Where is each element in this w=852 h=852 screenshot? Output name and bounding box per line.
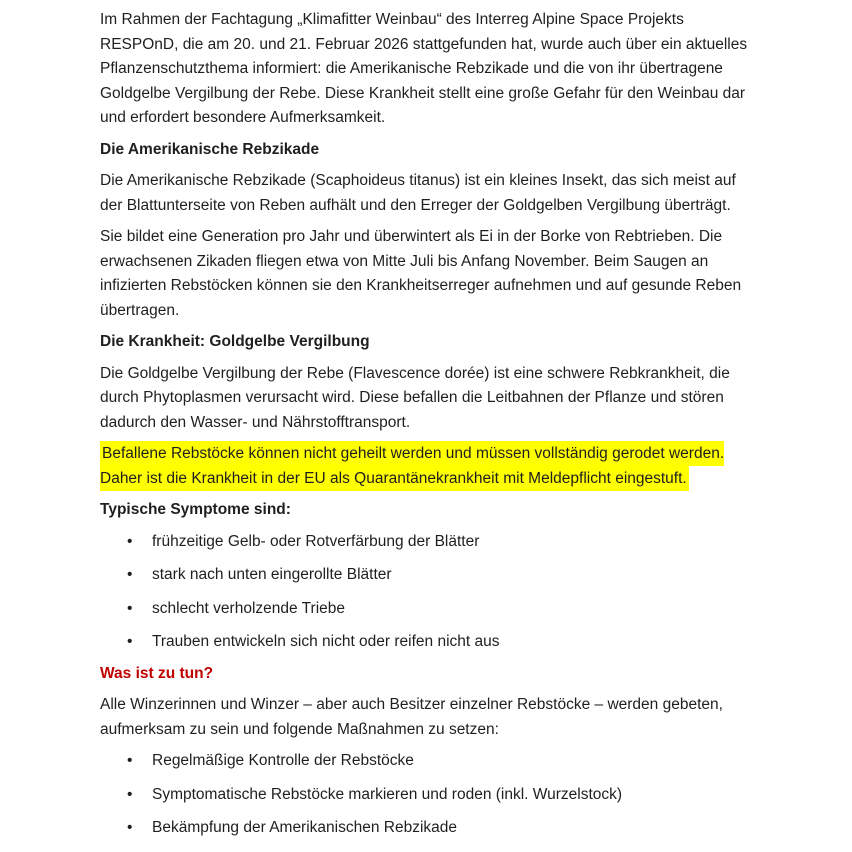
highlighted-warning-paragraph (100, 442, 750, 491)
actions-heading: Was ist zu tun? (100, 664, 214, 682)
symptoms-heading: Typische Symptome sind: (100, 501, 291, 518)
section-heading-rebzikade: Die Amerikanische Rebzikade (100, 140, 320, 158)
list-item: • Trauben entwickeln sich nicht oder reifen nicht aus (100, 630, 750, 655)
rebzikade-paragraph-1: Die Amerikanische Rebzikade (Scaphoideus titanus) ist ein kleines Insekt, das sich meist auf der Blattunterseite von Reben aufhält und den Erreger der Goldgelben Vergilbung überträgt. (100, 172, 736, 214)
list-item: • frühzeitige Gelb- oder Rotverfärbung der Blätter (100, 530, 750, 555)
actions-list (100, 749, 750, 841)
list-item: • stark nach unten eingerollte Blätter (100, 563, 750, 588)
list-item: • schlecht verholzende Triebe (100, 597, 750, 622)
krankheit-paragraph-1: Die Goldgelbe Vergilbung der Rebe (Flavescence dorée) ist eine schwere Rebkrankheit, die durch Phytoplasmen verursacht wird. Diese befallen die Leitbahnen der Pflanze und stören dadurch den Wasser- und Nährstofftransport. (100, 364, 730, 431)
section-heading-krankheit: Die Krankheit: Goldgelbe Vergilbung (100, 333, 370, 350)
list-item: • Bekämpfung der Amerikanischen Rebzikade (100, 816, 750, 841)
list-item: • Regelmäßige Kontrolle der Rebstöcke (100, 749, 750, 774)
list-item: • Symptomatische Rebstöcke markieren und roden (inkl. Wurzelstock) (100, 783, 750, 808)
symptoms-list (100, 530, 750, 655)
yellow-highlight-text: Befallene Rebstöcke können nicht geheilt werden und müssen vollständig gerodet werden. Daher ist die Krankheit in der EU als Quarantänekrankheit mit Meldepflicht eingestuft. (100, 441, 724, 491)
rebzikade-paragraph-2: Sie bildet eine Generation pro Jahr und überwintert als Ei in der Borke von Rebtrieben. Die erwachsenen Zikaden fliegen etwa von Mitte Juli bis Anfang November. Beim Saugen an infizierten Rebstöcken können sie den Krankheitserreger aufnehmen und auf gesunde Reben übertragen. (100, 228, 742, 319)
actions-intro-paragraph: Alle Winzerinnen und Winzer – aber auch Besitzer einzelner Rebstöcke – werden gebeten, aufmerksam zu sein und folgende Maßnahmen zu setzen: (100, 696, 723, 738)
intro-paragraph: Im Rahmen der Fachtagung „Klimafitter Weinbau“ des Interreg Alpine Space Projekts RESPOnD, die am 20. und 21. Februar 2026 stattgefunden hat, wurde auch über ein aktuelles Pflanzenschutzthema informiert: die Amerikanische Rebzikade und die von ihr übertragene Goldgelbe Vergilbung der Rebe. Diese Krankheit stellt eine große Gefahr für den Weinbau dar und erfordert besondere Aufmerksamkeit. (100, 11, 748, 126)
